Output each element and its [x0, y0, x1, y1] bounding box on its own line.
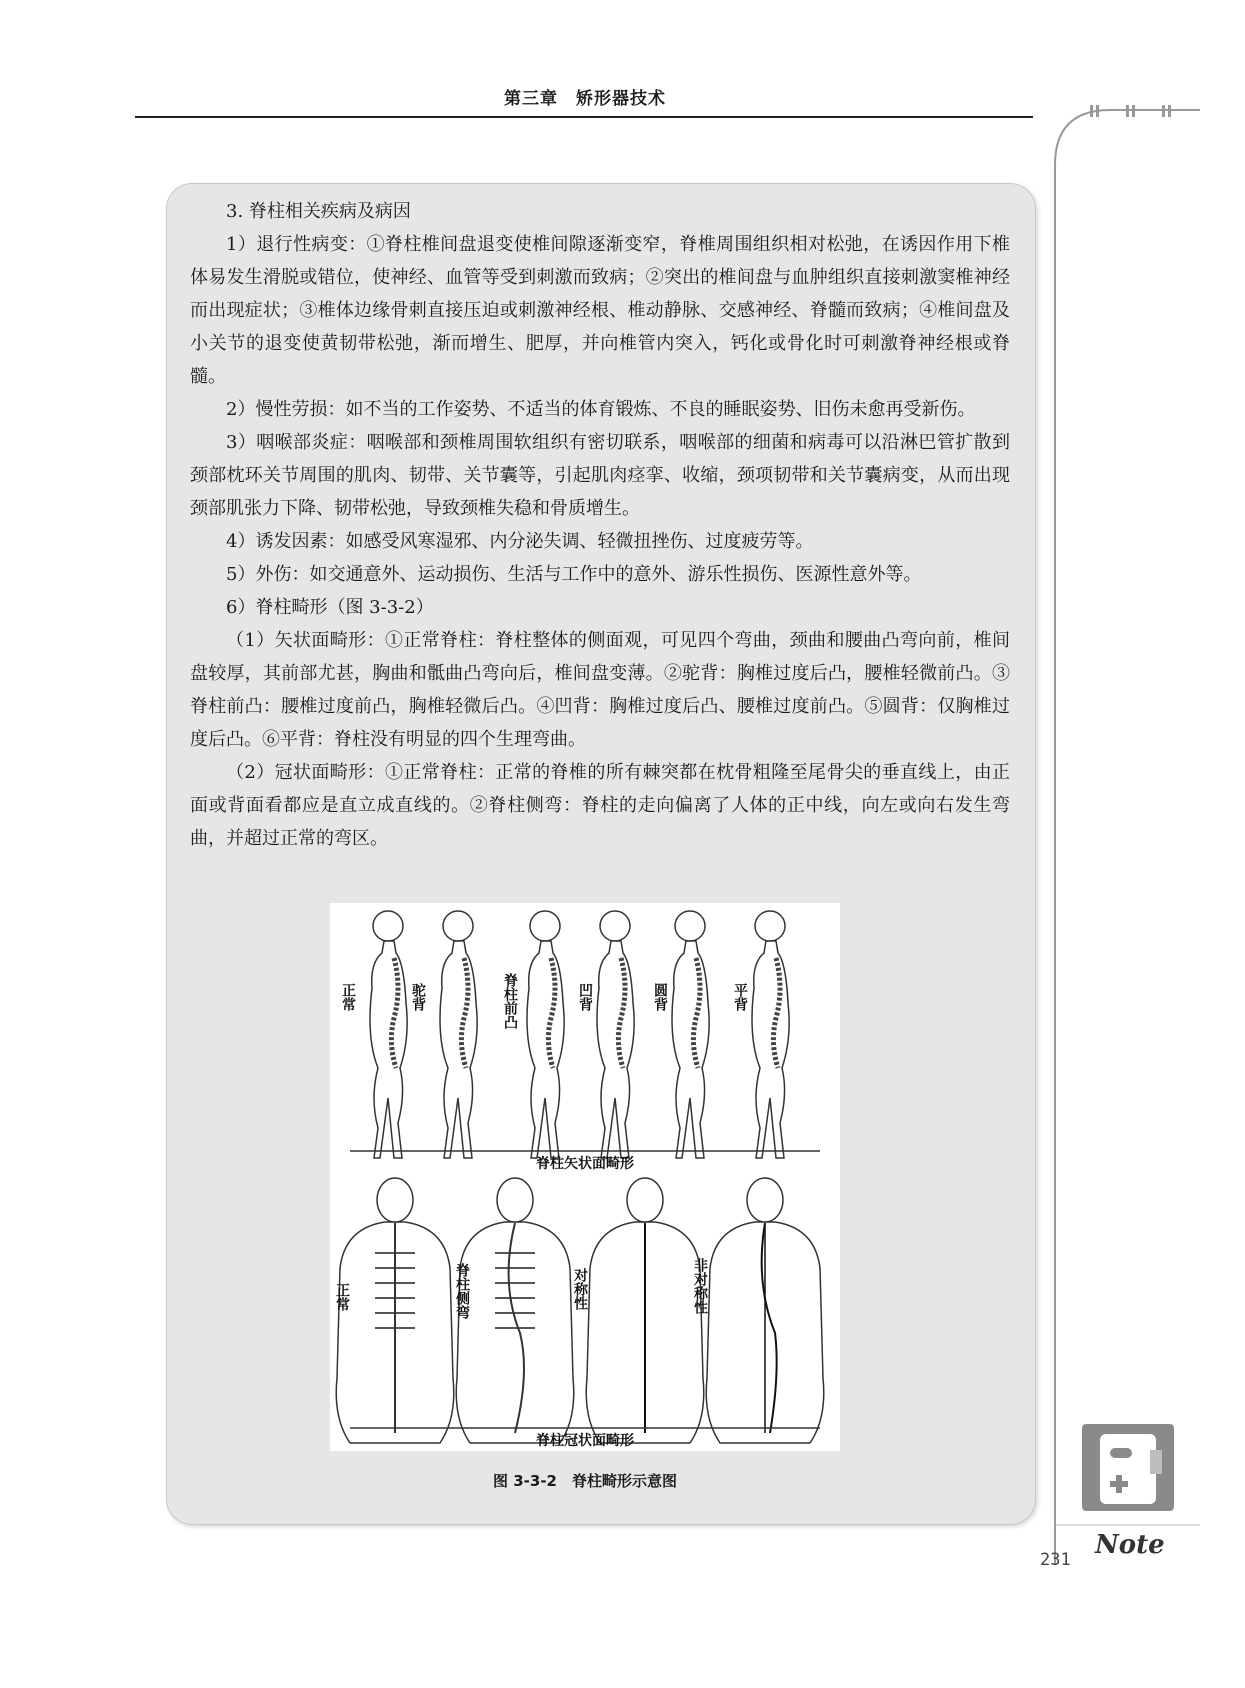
paragraph: 5）外伤：如交通意外、运动损伤、生活与工作中的意外、游乐性损伤、医源性意外等。 [226, 564, 922, 585]
note-label: Note [1095, 1530, 1165, 1560]
note-icon [1078, 1420, 1178, 1515]
coronal-label: 正常 [334, 1283, 350, 1311]
paragraph: （1）矢状面畸形：①正常脊柱：脊柱整体的侧面观，可见四个弯曲，颈曲和腰曲凸弯向前，椎间盘较厚，其前部尤甚，胸曲和骶曲凸弯向后，椎间盘变薄。②驼背：胸椎过度后凸，腰椎轻微前凸。③脊柱前凸：腰椎过度前凸，胸椎轻微后凸。④凹背：胸椎过度后凸、腰椎过度前凸。⑤圆背：仅胸椎过度后凸。⑥平背：脊柱没有明显的四个生理弯曲。 [190, 630, 1010, 750]
paragraph: 4）诱发因素：如感受风寒湿邪、内分泌失调、轻微扭挫伤、过度疲劳等。 [226, 531, 814, 552]
figure-caption: 图 3-3-2 脊柱畸形示意图 [493, 1472, 677, 1490]
coronal-title: 脊柱冠状面畸形 [536, 1433, 634, 1449]
section-heading: 3. 脊柱相关疾病及病因 [226, 201, 411, 222]
margin-decoration [1050, 105, 1200, 1565]
coronal-figures [336, 1178, 824, 1443]
coronal-label: 脊柱侧弯 [454, 1263, 470, 1319]
sagittal-label: 驼背 [410, 983, 426, 1011]
sagittal-label: 圆背 [652, 983, 668, 1011]
paragraph: （2）冠状面畸形：①正常脊柱：正常的脊椎的所有棘突都在枕骨粗隆至尾骨尖的垂直线上，由正面或背面看都应是直立成直线的。②脊柱侧弯：脊柱的走向偏离了人体的正中线，向左或向右发生弯曲，并超过正常的弯区。 [190, 762, 1010, 849]
sagittal-label: 正常 [340, 983, 356, 1011]
paragraph: 6）脊柱畸形（图 3-3-2） [226, 597, 434, 618]
coronal-label: 对称性 [572, 1268, 588, 1310]
paragraph: 3）咽喉部炎症：咽喉部和颈椎周围软组织有密切联系，咽喉部的细菌和病毒可以沿淋巴管扩散到颈部枕环关节周围的肌肉、韧带、关节囊等，引起肌肉痉挛、收缩，颈项韧带和关节囊病变，从而出现颈部肌张力下降、韧带松弛，导致颈椎失稳和骨质增生。 [190, 432, 1010, 519]
body-text [190, 195, 1010, 855]
sagittal-title: 脊柱矢状面畸形 [536, 1156, 634, 1172]
sagittal-figures [370, 911, 789, 1158]
running-head: 第三章 矫形器技术 [504, 89, 666, 109]
paragraph: 1）退行性病变：①脊柱椎间盘退变使椎间隙逐渐变窄，脊椎周围组织相对松弛，在诱因作用下椎体易发生滑脱或错位，使神经、血管等受到刺激而致病；②突出的椎间盘与血肿组织直接刺激窦椎神经而出现症状；③椎体边缘骨刺直接压迫或刺激神经根、椎动静脉、交感神经、脊髓而致病；④椎间盘及小关节的退变使黄韧带松弛，渐而增生、肥厚，并向椎管内突入，钙化或骨化时可刺激脊神经根或脊髓。 [190, 234, 1010, 387]
sagittal-label: 平背 [732, 983, 748, 1011]
header-rule [135, 116, 1033, 118]
sagittal-label: 脊柱前凸 [502, 973, 518, 1029]
coronal-label: 非对称性 [692, 1258, 708, 1314]
page-number: 231 [1040, 1550, 1071, 1570]
sagittal-label: 凹背 [577, 983, 593, 1011]
spine-deformity-figure [330, 903, 840, 1451]
figure-illustration [330, 903, 840, 1451]
paragraph: 2）慢性劳损：如不当的工作姿势、不适当的体育锻炼、不良的睡眠姿势、旧伤未愈再受新伤。 [226, 399, 976, 420]
